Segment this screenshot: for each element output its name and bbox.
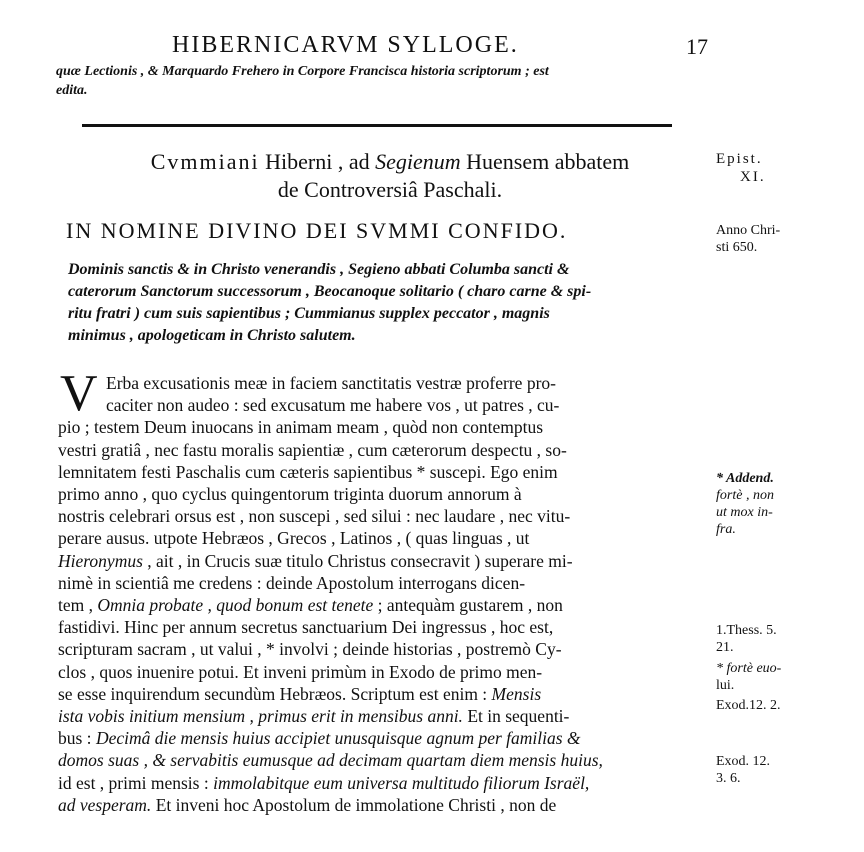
body-line [58, 594, 718, 616]
body-line: caciter non audeo : sed excusatum me habere vos , ut patres , cu- [106, 395, 560, 416]
salutation-line: caterorum Sanctorum successorum , Beocanoque solitario ( charo carne & spi- [68, 283, 592, 300]
body-line: scripturam sacram , ut valui , * involvi ; deinde historias , postremò Cy- [58, 639, 562, 660]
title-line-2: de Controversiâ Paschali. [277, 177, 503, 202]
margin-addend-line: fra. [716, 522, 736, 537]
body-italic: immolabitque eum universa multitudo filiorum Israël, [213, 772, 590, 793]
margin-date-line: Anno Chri- [716, 223, 781, 238]
salutation-line: Dominis sanctis & in Christo venerandis , Segieno abbati Columba sancti & [68, 261, 570, 278]
page-number: 17 [686, 34, 708, 59]
carryover-text [56, 62, 656, 100]
running-title: HIBERNICARVM SYLLOGE. [172, 32, 519, 58]
section-title [70, 148, 710, 204]
body-line: Erba excusationis meæ in faciem sanctitatis vestræ proferre pro- [106, 373, 556, 393]
body-line: nimè in scientiâ me credens : deinde Apostolum interrogans dicen- [58, 572, 526, 593]
margin-ref-line: 3. 6. [716, 771, 741, 786]
invocation-heading: IN NOMINE DIVINO DEI SVMMI CONFIDO. [66, 218, 568, 243]
margin-epist-number: XI. [740, 169, 766, 185]
margin-date-line: sti 650. [716, 240, 758, 255]
body-line: fastidivi. Hinc per annum secretus sanctuarium Dei ingressus , hoc est, [58, 617, 554, 638]
margin-epist-label: Epist. [716, 151, 763, 167]
title-recipient: Segienum [375, 149, 461, 174]
margin-variant-line: * fortè euo- [716, 661, 782, 676]
title-line-1 [70, 148, 710, 176]
body-line [58, 705, 718, 727]
margin-ref-line: 1.Thess. 5. [716, 623, 777, 638]
body-span: tem , [58, 595, 98, 616]
margin-addend-line: ut mox in- [716, 505, 773, 520]
margin-ref-line: 21. [716, 640, 734, 655]
body-line [58, 772, 718, 794]
body-line [58, 683, 718, 705]
body-line: perare ausus. utpote Hebræos , Grecos , Latinos , ( quas linguas , ut [58, 528, 530, 549]
body-line: pio ; testem Deum inuocans in animam meam , quòd non contemptus [58, 417, 544, 438]
body-span: , ait , in Crucis suæ titulo Christus consecravit ) superare mi- [142, 550, 573, 571]
body-line: vestri gratiâ , nec fastu moralis sapientiæ , cum cæterorum despectu , so- [58, 439, 567, 460]
body-line [58, 727, 718, 749]
title-author: Cvmmiani [150, 149, 260, 174]
body-span: Et inveni hoc Apostolum de immolatione Christi , non de [151, 794, 557, 815]
margin-date [716, 222, 780, 256]
body-span: Et in sequenti- [462, 706, 570, 727]
body-line: lemnitatem festi Paschalis cum cæteris sapientibus * suscepi. Ego enim [58, 461, 558, 482]
title-text: Huensem abbatem [460, 149, 630, 174]
margin-exodus-reference: Exod.12. 2. [716, 698, 781, 713]
margin-addend-line: fortè , non [716, 488, 774, 503]
body-line [58, 550, 718, 572]
margin-variant-note [716, 660, 781, 694]
margin-thess-reference [716, 622, 777, 656]
salutation-block [68, 259, 716, 347]
margin-addend-label: * Addend. [716, 471, 774, 486]
letter-body [58, 372, 718, 816]
body-line [58, 794, 718, 816]
body-line: primo anno , quo cyclus quingentorum triginta duorum annorum à [58, 484, 522, 505]
title-text: Hiberni , ad [259, 149, 376, 174]
carryover-line: quæ Lectionis , & Marquardo Frehero in Corpore Francisca historia scriptorum ; est [56, 64, 549, 79]
body-span: id est , primi mensis : [58, 772, 214, 793]
margin-ref-line: Exod. 12. [716, 754, 771, 769]
body-italic: ista vobis initium mensium , primus erit in mensibus anni. [58, 706, 463, 727]
body-line: nostris celebrari orsus est , non suscepi , sed silui : nec laudare , nec vitu- [58, 506, 571, 527]
body-span: ; antequàm gustarem , non [373, 595, 563, 616]
margin-exodus-reference-2 [716, 753, 770, 787]
body-italic: Mensis [491, 683, 542, 704]
salutation-line: ritu fratri ) cum suis sapientibus ; Cummianus supplex peccator , magnis [68, 305, 550, 322]
body-italic: Hieronymus [58, 550, 143, 571]
body-line: clos , quos inuenire potui. Et inveni primùm in Exodo de primo men- [58, 661, 543, 682]
carryover-line: edita. [56, 83, 88, 98]
drop-cap: V [60, 365, 98, 422]
salutation-line: minimus , apologeticam in Christo salutem. [68, 327, 356, 344]
margin-addendum-note [716, 470, 774, 538]
body-span: bus : [58, 728, 96, 749]
header-rule [82, 124, 672, 127]
body-line: domos suas , & servabitis eumusque ad decimam quartam diem mensis huius, [58, 750, 603, 771]
body-italic: Omnia probate , quod bonum est tenete [97, 595, 374, 616]
body-italic: ad vesperam. [58, 794, 152, 815]
body-italic: Decimâ die mensis huius accipiet unusquisque agnum per familias & [95, 728, 581, 749]
margin-variant-line: lui. [716, 678, 735, 693]
body-span: se esse inquirendum secundùm Hebræos. Scriptum est enim : [58, 683, 492, 704]
